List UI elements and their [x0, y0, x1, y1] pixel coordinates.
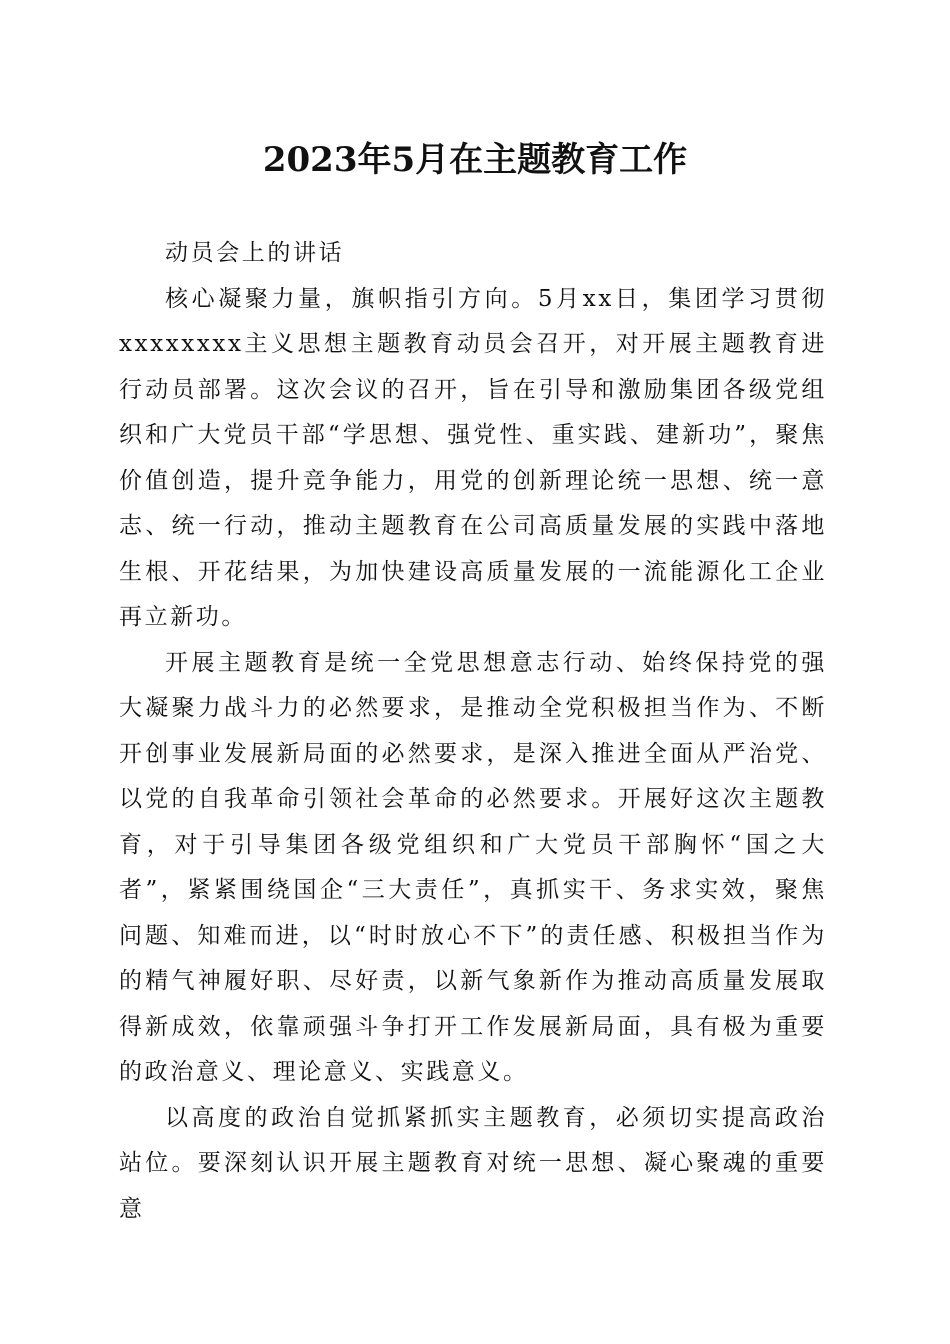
document-title: 2023年5月在主题教育工作: [262, 140, 688, 180]
paragraph: 开展主题教育是统一全党思想意志行动、始终保持党的强大凝聚力战斗力的必然要求，是推动全党积极担当作为、不断开创事业发展新局面的必然要求，是深入推进全面从严治党、以党的自我革命引领社会革命的必然要求。开展好这次主题教育，对于引导集团各级党组织和广大党员干部胸怀“国之大者”，紧紧围绕国企“三大责任”，真抓实干、务求实效，聚焦问题、知难而进，以“时时放心不下”的责任感、积极担当作为的精气神履好职、尽好责，以新气象新作为推动高质量发展取得新成效，依靠顽强斗争打开工作发展新局面，具有极为重要的政治意义、理论意义、实践意义。: [119, 649, 827, 1085]
paragraph: 核心凝聚力量，旗帜指引方向。5月xx日，集团学习贯彻xxxxxxxx主义思想主题教育动员会召开，对开展主题教育进行动员部署。这次会议的召开，旨在引导和激励集团各级党组织和广大党员干部“学思想、强党性、重实践、建新功”，聚焦价值创造，提升竞争能力，用党的创新理论统一思想、统一意志、统一行动，推动主题教育在公司高质量发展的实践中落地生根、开花结果，为加快建设高质量发展的一流能源化工企业再立新功。: [119, 285, 827, 630]
paragraph: 以高度的政治自觉抓紧抓实主题教育，必须切实提高政治站位。要深刻认识开展主题教育对统一思想、凝心聚魂的重要意: [119, 1104, 827, 1222]
document-body: [119, 231, 827, 1232]
document-subtitle: 动员会上的讲话: [165, 240, 345, 266]
